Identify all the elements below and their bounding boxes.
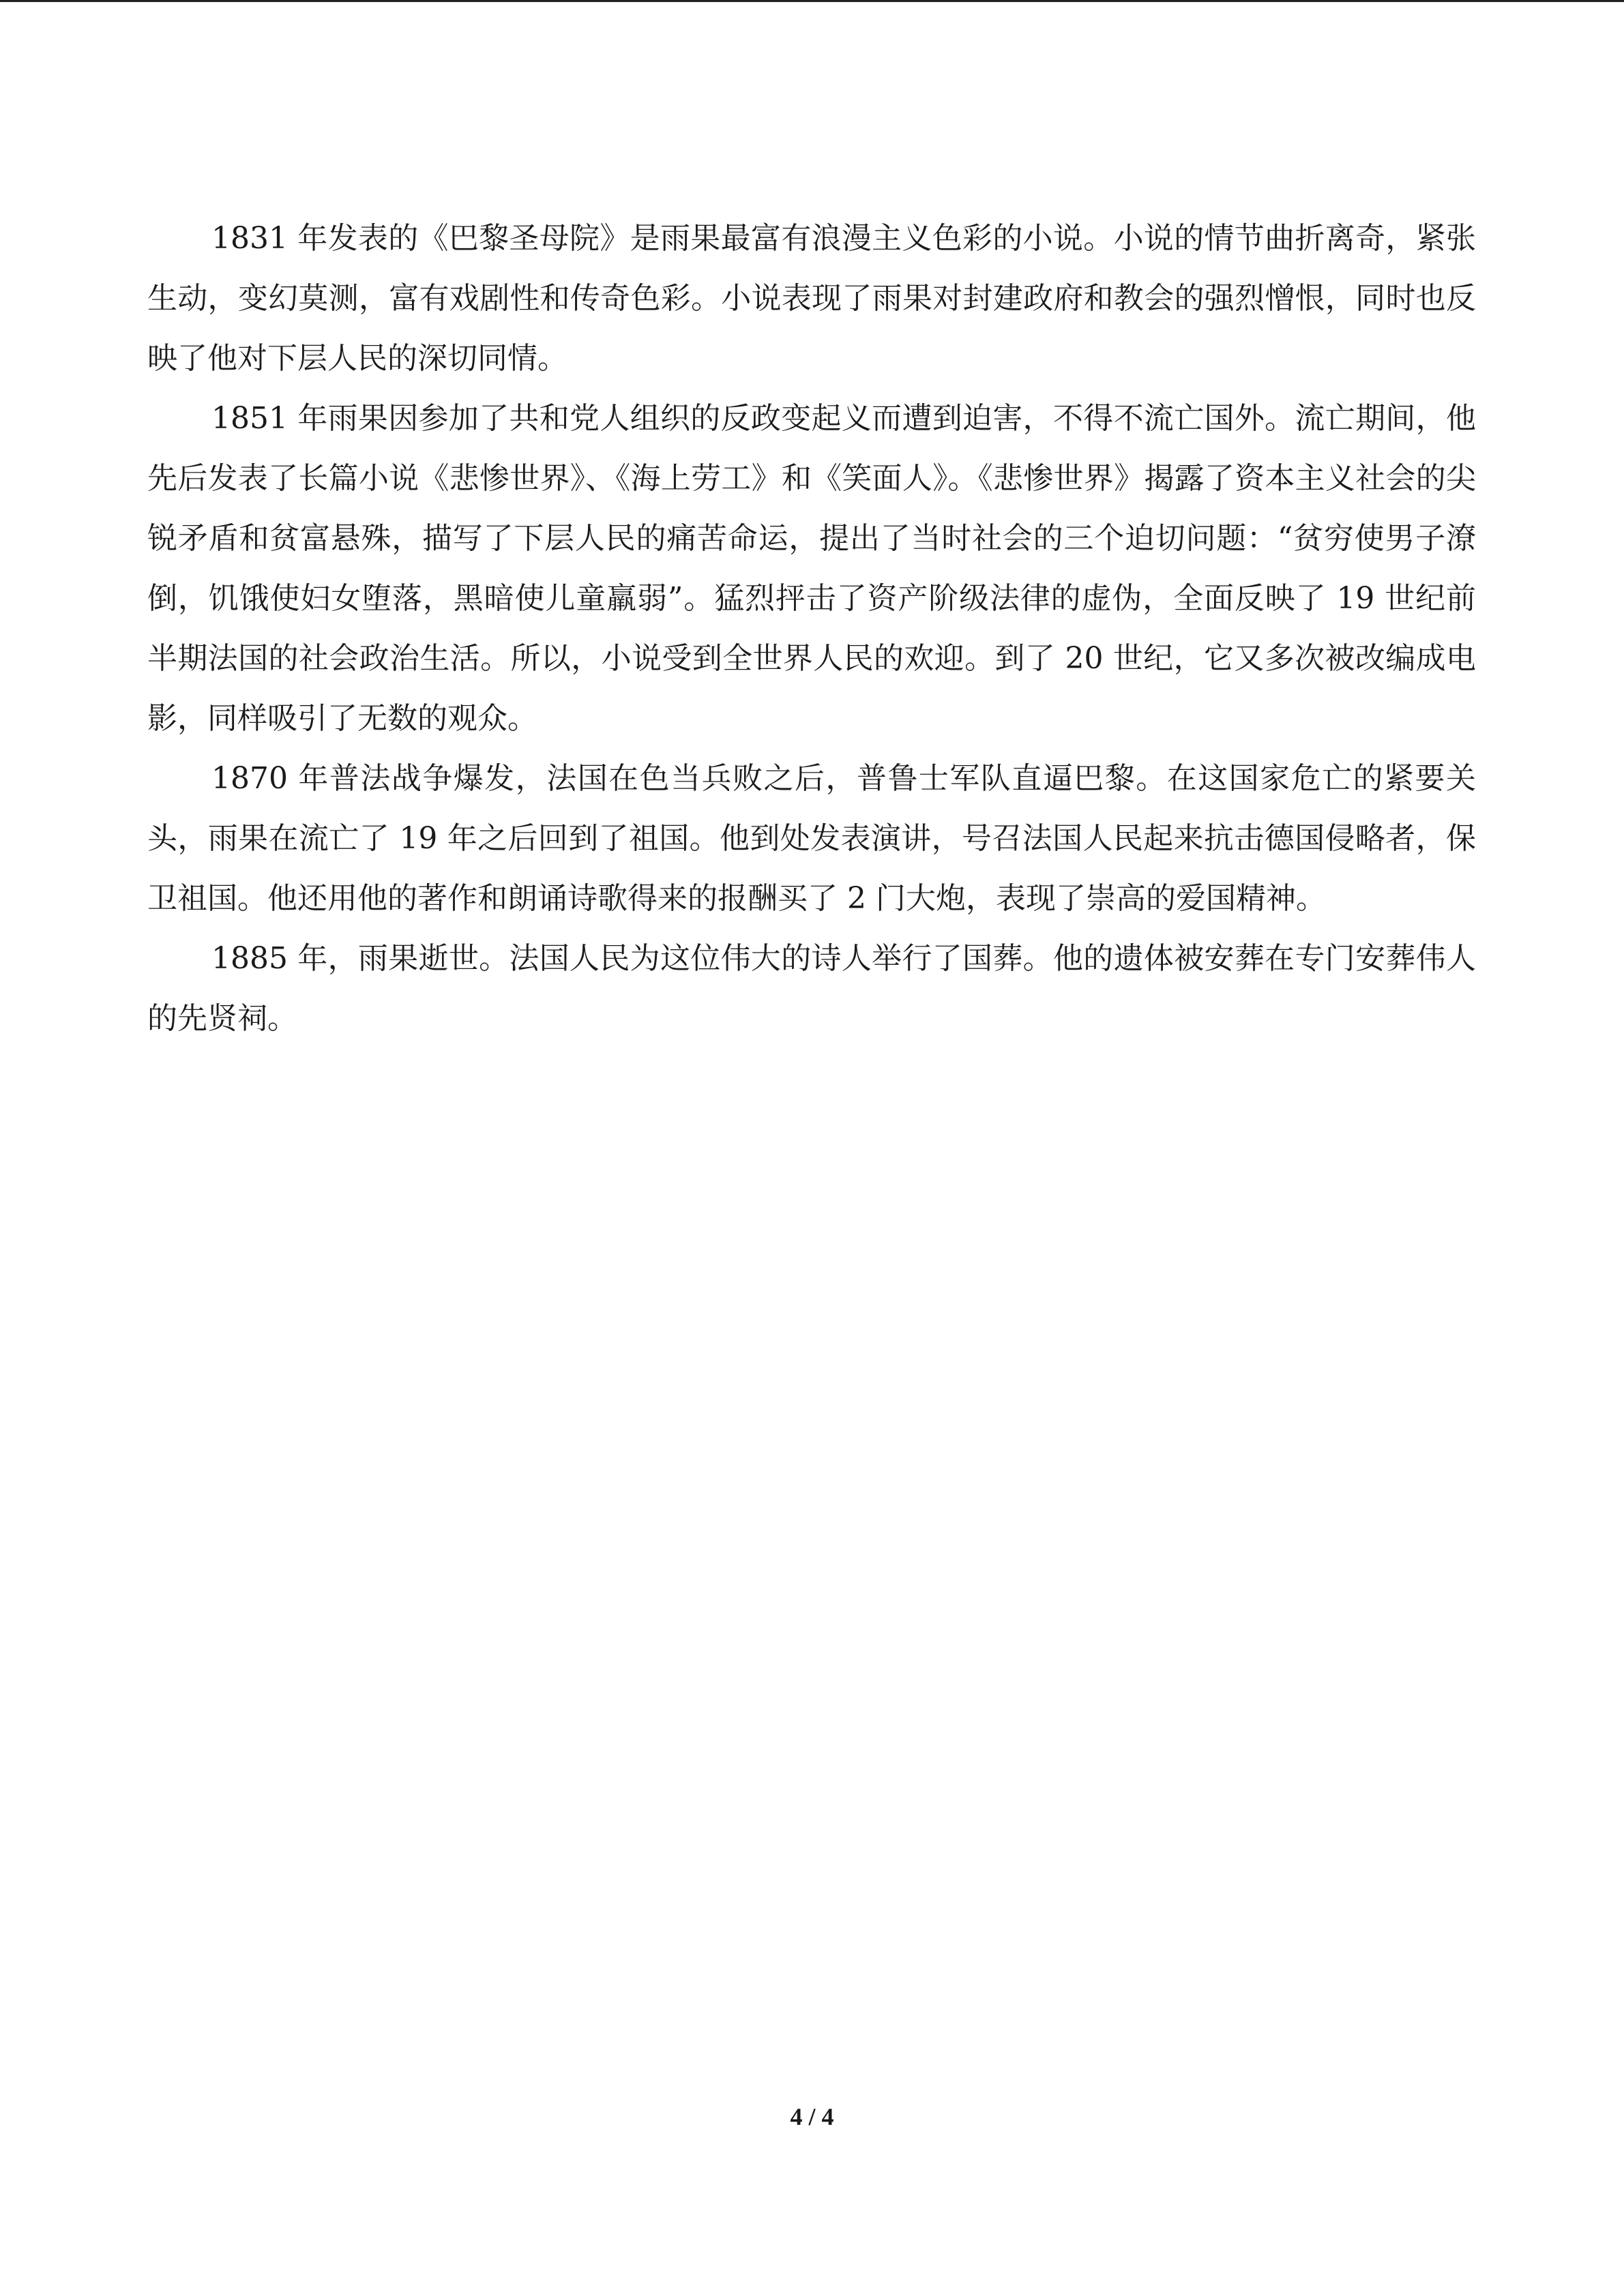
paragraph-death: 1885 年，雨果逝世。法国人民为这位伟大的诗人举行了国葬。他的遗体被安葬在专门安葬伟人的先贤祠。 (147, 941, 1476, 1036)
paragraph-franco-prussian-war: 1870 年普法战争爆发，法国在色当兵败之后，普鲁士军队直逼巴黎。在这国家危亡的紧要关头，雨果在流亡了 19 年之后回到了祖国。他到处发表演讲，号召法国人民起来抗击德国侵略者，保卫祖国。他还用他的著作和朗诵诗歌得来的报酬买了 2 门大炮，表现了崇高的爱国精神。 (147, 761, 1476, 916)
paragraph-exile: 1851 年雨果因参加了共和党人组织的反政变起义而遭到迫害，不得不流亡国外。流亡期间，他先后发表了长篇小说《悲惨世界》、《海上劳工》和《笑面人》。《悲惨世界》揭露了资本主义社会的尖锐矛盾和贫富悬殊，描写了下层人民的痛苦命运，提出了当时社会的三个迫切问题：“贫穷使男子潦倒，饥饿使妇女堕落，黑暗使儿童羸弱”。猛烈抨击了资产阶级法律的虚伪，全面反映了 19 世纪前半期法国的社会政治生活。所以，小说受到全世界人民的欢迎。到了 20 世纪，它又多次被改编成电影，同样吸引了无数的观众。 (147, 401, 1476, 736)
body-text (147, 209, 1476, 1049)
page-number: 4 / 4 (790, 2103, 834, 2130)
paragraph-notre-dame: 1831 年发表的《巴黎圣母院》是雨果最富有浪漫主义色彩的小说。小说的情节曲折离奇，紧张生动，变幻莫测，富有戏剧性和传奇色彩。小说表现了雨果对封建政府和教会的强烈憎恨，同时也反映了他对下层人民的深切同情。 (147, 221, 1476, 376)
